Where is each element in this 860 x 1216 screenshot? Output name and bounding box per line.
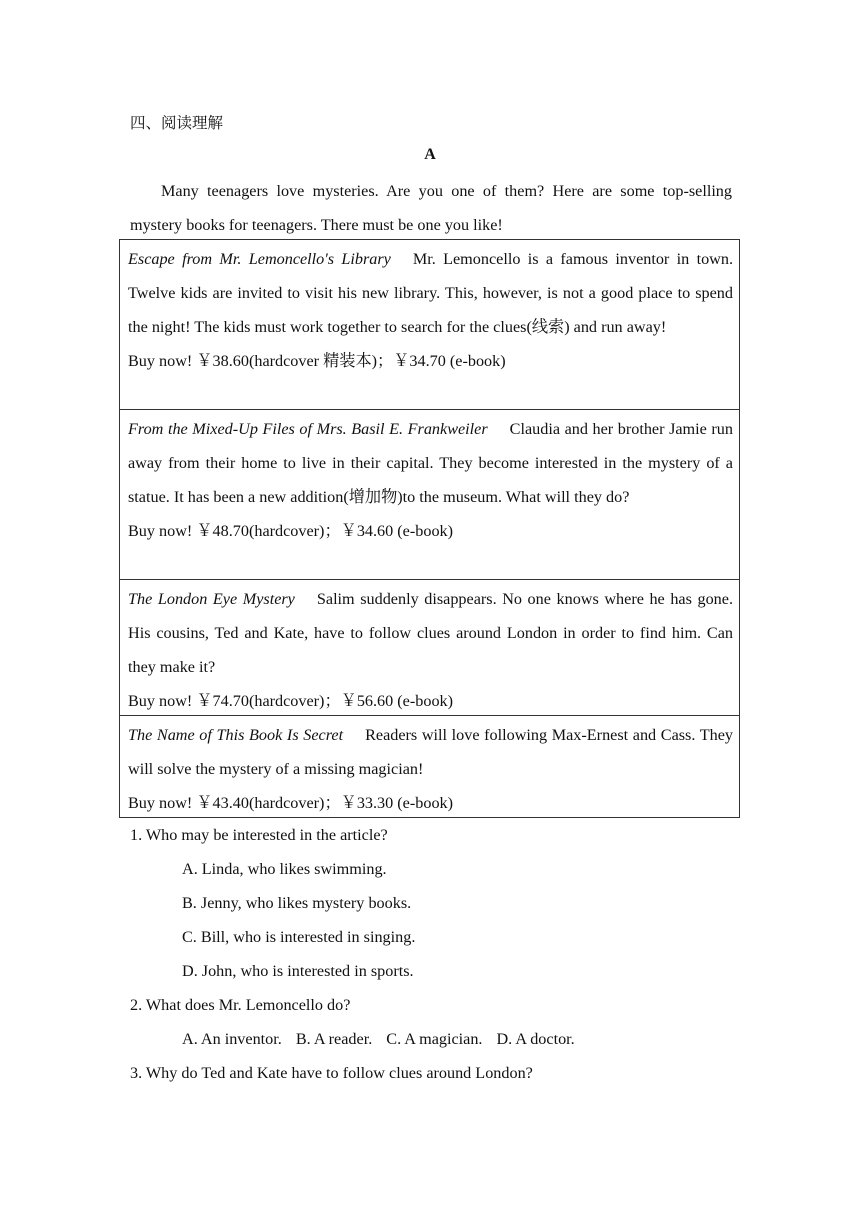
book-title: The Name of This Book Is Secret xyxy=(128,726,344,744)
options-2 xyxy=(182,1022,589,1056)
book-title: The London Eye Mystery xyxy=(128,590,295,608)
question-3: 3. Why do Ted and Kate have to follow clues around London? xyxy=(130,1064,533,1082)
question-2: 2. What does Mr. Lemoncello do? xyxy=(130,996,351,1014)
book-card xyxy=(119,239,740,410)
option-2b: B. A reader. xyxy=(295,1030,373,1048)
passage-label: A xyxy=(424,146,436,163)
question-1: 1. Who may be interested in the article? xyxy=(130,826,388,844)
section-title: 四、阅读理解 xyxy=(130,114,224,132)
intro-paragraph: Many teenagers love mysteries. Are you one of them? Here are some top-selling mystery books for teenagers. There must be one you like! xyxy=(130,182,732,234)
buy-line: Buy now! ￥48.70(hardcover)；￥34.60 (e-book) xyxy=(128,522,454,540)
book-description: Readers will love following Max-Ernest and Cass. They will solve the mystery of a missing magician! xyxy=(128,726,733,778)
book-card xyxy=(119,409,740,580)
book-card xyxy=(119,715,740,818)
buy-line: Buy now! ￥43.40(hardcover)；￥33.30 (e-book) xyxy=(128,794,454,812)
option-2a: A. An inventor. xyxy=(182,1030,282,1048)
option-2d: D. A doctor. xyxy=(496,1030,575,1048)
book-title: Escape from Mr. Lemoncello's Library xyxy=(128,250,391,268)
option-1b: B. Jenny, who likes mystery books. xyxy=(182,894,412,912)
option-1d: D. John, who is interested in sports. xyxy=(182,962,414,980)
option-1c: C. Bill, who is interested in singing. xyxy=(182,928,416,946)
book-description: Claudia and her brother Jamie run away from their home to live in their capital. They become interested in the mystery of a statue. It has been a new addition(增加物)to the museum. What will they do? xyxy=(128,420,733,506)
option-1a: A. Linda, who likes swimming. xyxy=(182,860,387,878)
book-description: Salim suddenly disappears. No one knows where he has gone. His cousins, Ted and Kate, have to follow clues around London in order to find him. Can they make it? xyxy=(128,590,733,676)
option-2c: C. A magician. xyxy=(386,1030,483,1048)
buy-line: Buy now! ￥38.60(hardcover 精装本)；￥34.70 (e-book) xyxy=(128,352,506,370)
buy-line: Buy now! ￥74.70(hardcover)；￥56.60 (e-book) xyxy=(128,692,454,710)
book-title: From the Mixed-Up Files of Mrs. Basil E. Frankweiler xyxy=(128,420,488,438)
book-description: Mr. Lemoncello is a famous inventor in town. Twelve kids are invited to visit his new library. This, however, is not a good place to spend the night! The kids must work together to search for the clues(线索) and run away! xyxy=(128,250,734,336)
book-card xyxy=(119,579,740,716)
